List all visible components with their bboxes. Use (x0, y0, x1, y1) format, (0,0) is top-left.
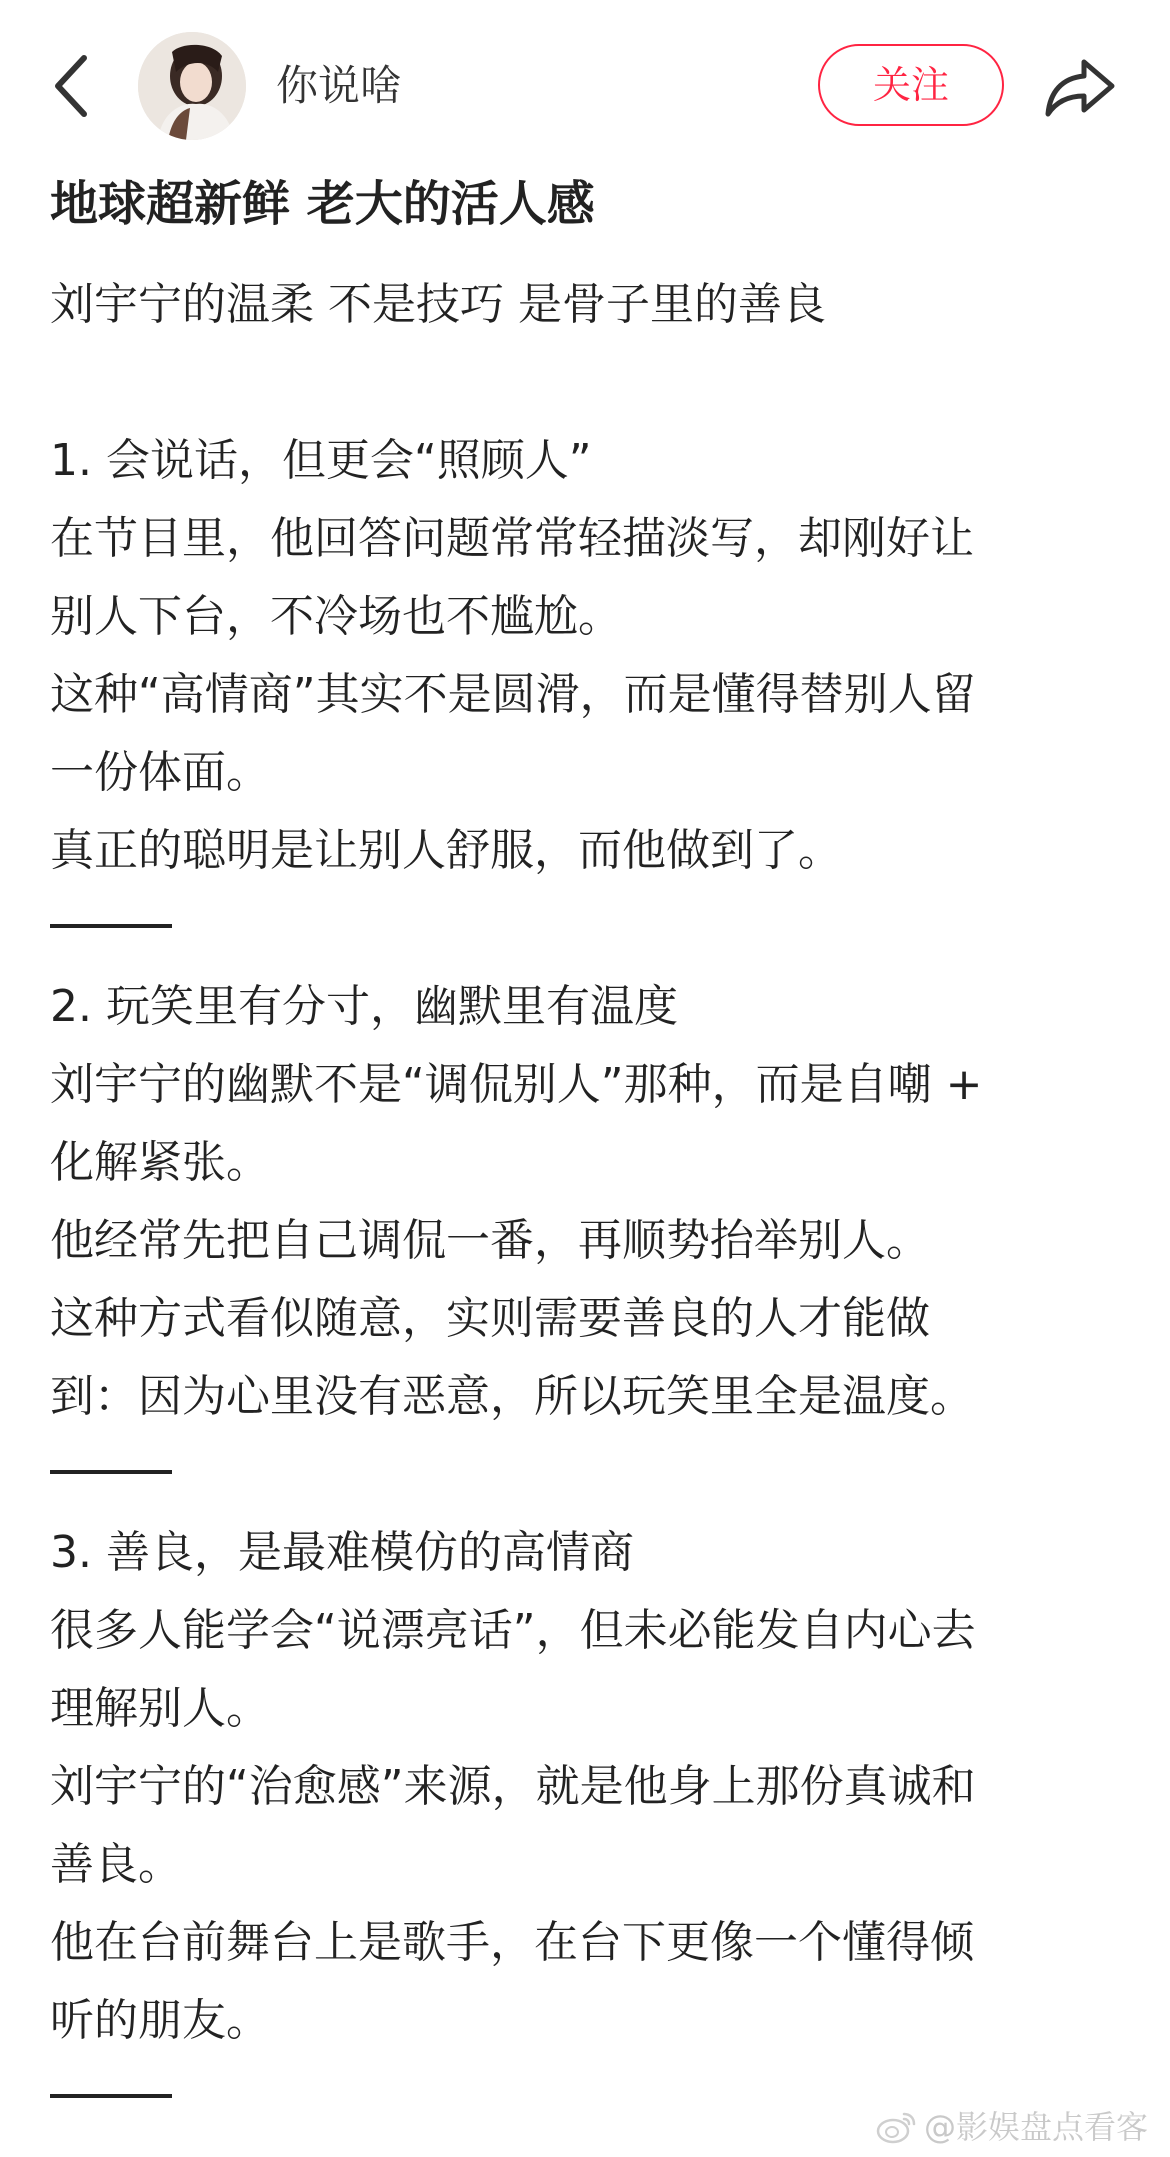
paragraph-line: 一份体面。 (50, 747, 270, 798)
post-title: 地球超新鲜 老大的活人感 (50, 176, 595, 232)
watermark-text: @影娱盘点看客 (923, 2108, 1148, 2146)
section-heading: 1. 会说话，但更会“照顾人” (50, 435, 592, 486)
follow-button[interactable]: 关注 (818, 44, 1004, 126)
paragraph-line: 理解别人。 (50, 1683, 270, 1734)
blank-line (50, 344, 1130, 422)
author-name[interactable]: 你说啥 (276, 61, 403, 110)
paragraph-line: 在节目里，他回答问题常常轻描淡写，却刚好让 (50, 513, 974, 564)
paragraph-line: 这种方式看似随意，实则需要善良的人才能做 (50, 1293, 930, 1344)
avatar-image (138, 32, 246, 140)
paragraph-line: 化解紧张。 (50, 1137, 270, 1188)
watermark (876, 2107, 1148, 2147)
paragraph-line: 善良。 (50, 1839, 182, 1890)
paragraph-line: 别人下台，不冷场也不尴尬。 (50, 591, 622, 642)
paragraph-line: 刘宇宁的“治愈感”来源，就是他身上那份真诚和 (50, 1761, 976, 1812)
post-subtitle: 刘宇宁的温柔 不是技巧 是骨子里的善良 (50, 279, 826, 330)
back-button[interactable] (44, 50, 100, 122)
paragraph-line: 他在台前舞台上是歌手，在台下更像一个懂得倾 (50, 1917, 974, 1968)
post-body (50, 266, 1130, 2138)
paragraph-line: 到：因为心里没有恶意，所以玩笑里全是温度。 (50, 1371, 974, 1422)
section-heading: 3. 善良，是最难模仿的高情商 (50, 1527, 634, 1578)
share-arrow-icon (1040, 52, 1120, 122)
post-header (0, 0, 1170, 170)
section-divider (50, 1436, 1130, 1514)
paragraph-line: 刘宇宁的幽默不是“调侃别人”那种，而是自嘲 + (50, 1059, 983, 1110)
share-button[interactable] (1040, 52, 1120, 122)
paragraph-line: 他经常先把自己调侃一番，再顺势抬举别人。 (50, 1215, 930, 1266)
paragraph-line: 听的朋友。 (50, 1995, 270, 2046)
paragraph-line: 真正的聪明是让别人舒服，而他做到了。 (50, 825, 842, 876)
author-avatar[interactable] (138, 32, 246, 140)
chevron-left-icon (44, 50, 100, 122)
paragraph-line: 很多人能学会“说漂亮话”，但未必能发自内心去 (50, 1605, 976, 1656)
section-heading: 2. 玩笑里有分寸，幽默里有温度 (50, 981, 678, 1032)
weibo-logo-icon (876, 2110, 916, 2144)
section-divider (50, 890, 1130, 968)
paragraph-line: 这种“高情商”其实不是圆滑，而是懂得替别人留 (50, 669, 976, 720)
